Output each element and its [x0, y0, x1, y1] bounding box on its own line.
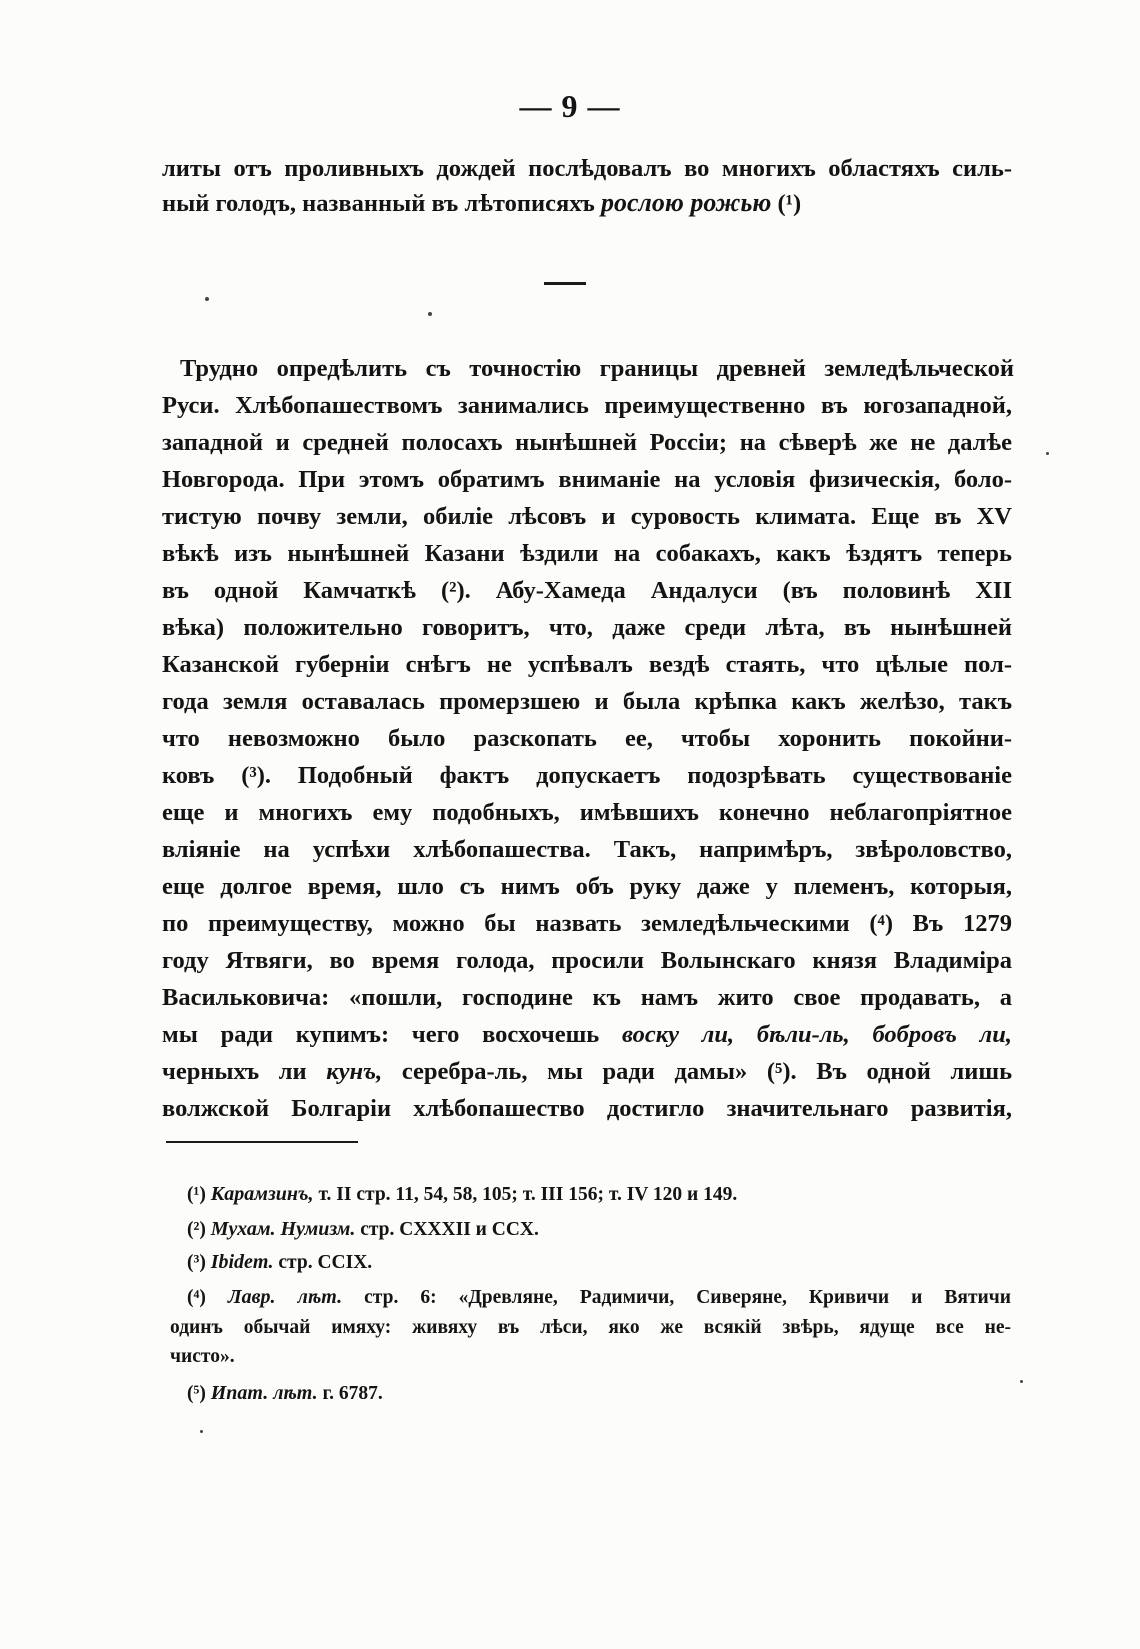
footnote-4-continued: чисто». [170, 1346, 235, 1367]
text-line: ный голодъ, названный въ лѣтописяхъ рослою рожью (¹) [162, 188, 802, 217]
section-separator [544, 282, 586, 285]
paragraph-line: Васильковича: «пошли, господине къ намъ жито свое продавать, а [162, 984, 1012, 1011]
paragraph-line: Новгорода. При этомъ обратимъ вниманіе на условія физическія, боло- [162, 466, 1012, 493]
paragraph-line: волжской Болгаріи хлѣбопашество достигло значительнаго развитія, [162, 1095, 1012, 1122]
paragraph-line: еще долгое время, шло съ нимъ объ руку даже у племенъ, которыя, [162, 873, 1012, 900]
paragraph-line: западной и средней полосахъ нынѣшней Россіи; на сѣверѣ же не далѣе [162, 429, 1012, 456]
footnote-4-continued: одинъ обычай имяху: живяху въ лѣси, яко же всякій звѣрь, ядуще все не- [170, 1317, 1011, 1338]
paragraph-line: Казанской губерніи снѣгъ не успѣвалъ вездѣ стаять, что цѣлые пол- [162, 651, 1012, 678]
paragraph-line: что невозможно было разскопать ее, чтобы хоронить покойни- [162, 725, 1012, 752]
print-speck [200, 1430, 203, 1433]
paragraph-line: вліяніе на успѣхи хлѣбопашества. Такъ, напримѣръ, звѣроловство, [162, 836, 1012, 863]
paragraph-line: мы ради купимъ: чего восхочешь воску ли, бѣли-ль, бобровъ ли, [162, 1021, 1012, 1048]
footnote-5: (⁵) Ипат. лѣт. г. 6787. [187, 1382, 383, 1404]
footnote-rule [166, 1141, 358, 1143]
print-speck [1020, 1380, 1023, 1383]
print-speck [1046, 452, 1049, 455]
text-line: литы отъ проливныхъ дождей послѣдовалъ во многихъ областяхъ силь- [162, 155, 1012, 182]
paragraph-line: еще и многихъ ему подобныхъ, имѣвшихъ конечно неблагопріятное [162, 799, 1012, 826]
paragraph-line: вѣка) положительно говоритъ, что, даже среди лѣта, въ нынѣшней [162, 614, 1012, 641]
paragraph-line: ковъ (³). Подобный фактъ допускаетъ подозрѣвать существованіе [162, 762, 1012, 789]
paragraph-line: Трудно опредѣлить съ точностію границы древней земледѣльческой [180, 355, 1014, 382]
footnote-3: (³) Ibidem. стр. CCIX. [187, 1251, 373, 1273]
paragraph-line: года земля оставалась промерзшею и была крѣпка какъ желѣзо, такъ [162, 688, 1012, 715]
paragraph-line: году Ятвяги, во время голода, просили Волынскаго князя Владиміра [162, 947, 1012, 974]
print-speck [428, 312, 432, 316]
print-speck [205, 297, 209, 301]
footnote-1: (¹) Карамзинъ, т. II стр. 11, 54, 58, 105; т. III 156; т. IV 120 и 149. [187, 1183, 738, 1205]
page-number: — 9 — [519, 88, 621, 124]
paragraph-line: вѣкѣ изъ нынѣшней Казани ѣздили на собакахъ, какъ ѣздятъ теперь [162, 540, 1012, 567]
paragraph-line: въ одной Камчаткѣ (²). Абу-Хамеда Андалуси (въ половинѣ XII [162, 577, 1012, 604]
footnote-4: (⁴) Лавр. лѣт. стр. 6: «Древляне, Радимичи, Сиверяне, Кривичи и Вятичи [187, 1286, 1012, 1308]
paragraph-line: тистую почву земли, обиліе лѣсовъ и суровость климата. Еще въ XV [162, 503, 1012, 530]
paragraph-line: по преимуществу, можно бы назвать земледѣльческими (⁴) Въ 1279 [162, 910, 1012, 937]
footnote-2: (²) Мухам. Нумизм. стр. CXXXII и CCX. [187, 1218, 539, 1240]
paragraph-line: Руси. Хлѣбопашествомъ занимались преимущественно въ югозападной, [162, 392, 1012, 419]
paragraph-line: черныхъ ли кунъ, серебра-ль, мы ради дамы» (⁵). Въ одной лишь [162, 1058, 1013, 1085]
